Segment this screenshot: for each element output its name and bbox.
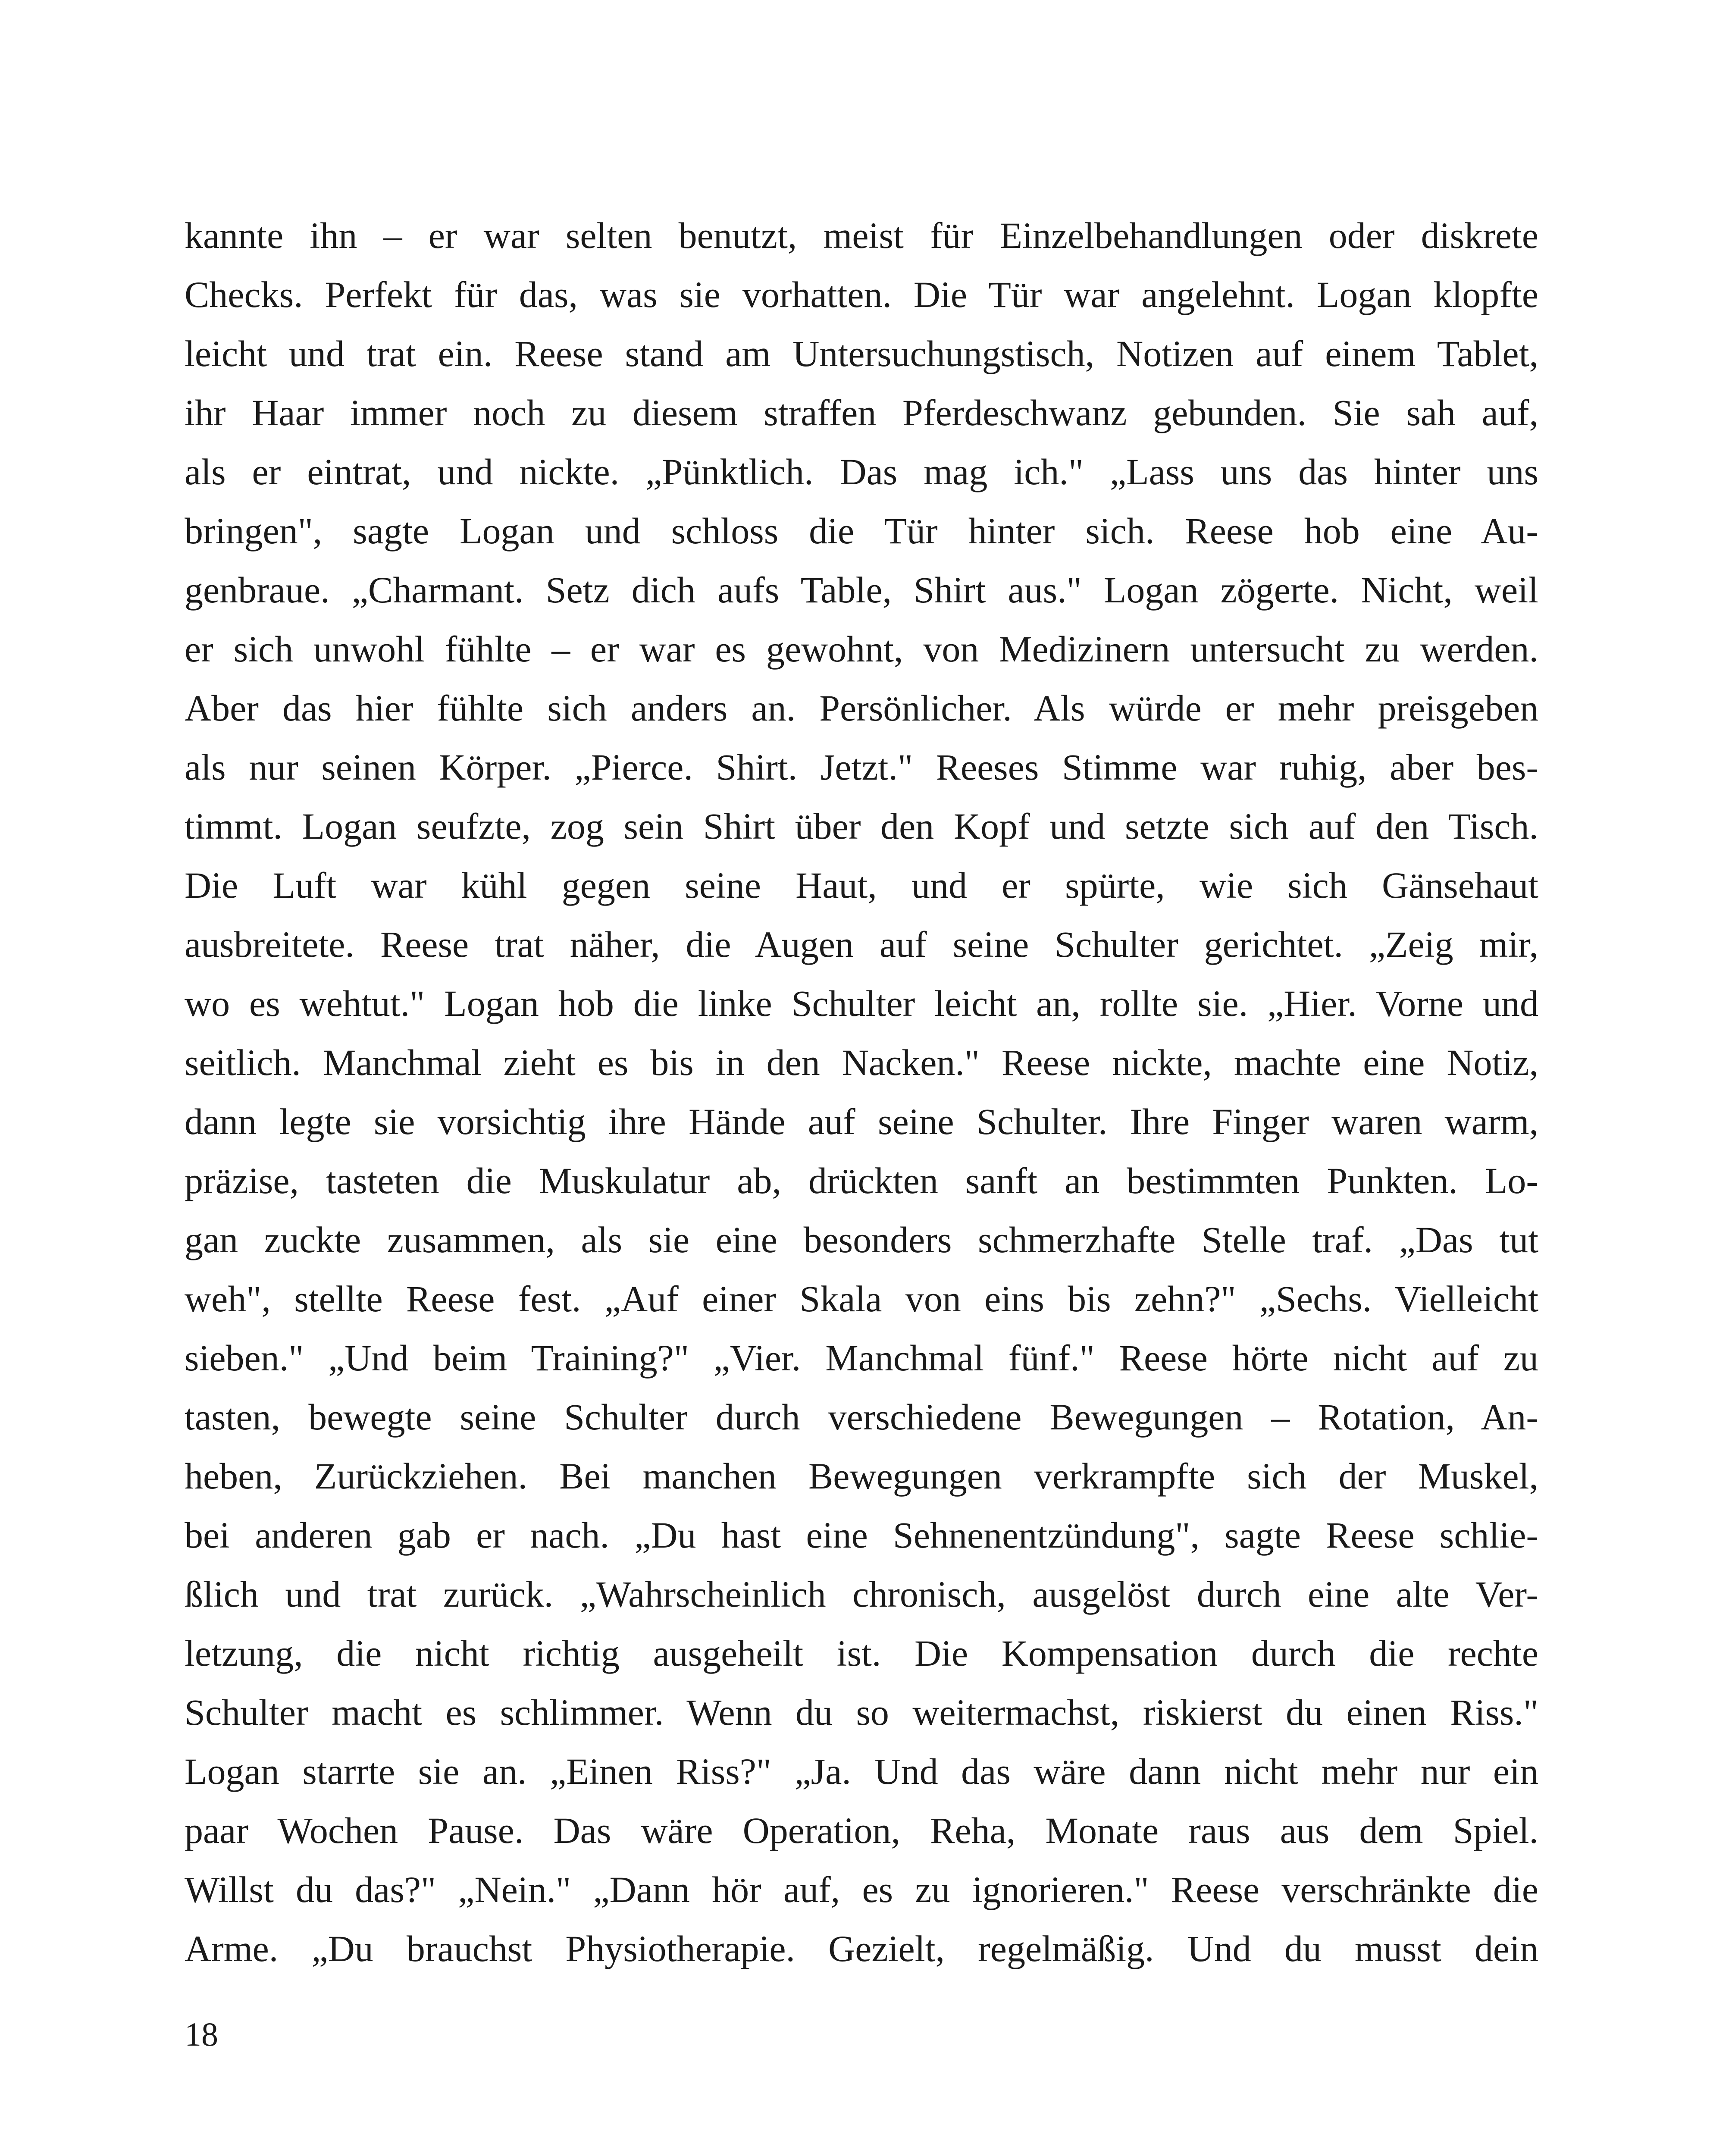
text-line: genbraue. „Charmant. Setz dich aufs Table, Shirt aus." Logan zögerte. Nicht, weil <box>185 569 1538 611</box>
text-line: bei anderen gab er nach. „Du hast eine Sehnenentzündung", sagte Reese schlie- <box>185 1514 1538 1556</box>
text-line: leicht und trat ein. Reese stand am Untersuchungstisch, Notizen auf einem Tablet, <box>185 333 1538 374</box>
text-line: heben, Zurückziehen. Bei manchen Bewegungen verkrampfte sich der Muskel, <box>185 1455 1538 1497</box>
text-line: als nur seinen Körper. „Pierce. Shirt. Jetzt." Reeses Stimme war ruhig, aber bes- <box>185 746 1538 788</box>
text-line: Willst du das?" „Nein." „Dann hör auf, es zu ignorieren." Reese verschränkte die <box>185 1869 1538 1910</box>
text-line: letzung, die nicht richtig ausgeheilt ist. Die Kompensation durch die rechte <box>185 1633 1538 1674</box>
page-number: 18 <box>185 2015 218 2053</box>
text-line: timmt. Logan seufzte, zog sein Shirt über den Kopf und setzte sich auf den Tisch. <box>185 805 1538 847</box>
text-line: kannte ihn – er war selten benutzt, meist für Einzelbehandlungen oder diskrete <box>185 215 1538 256</box>
text-line: präzise, tasteten die Muskulatur ab, drückten sanft an bestimmten Punkten. Lo- <box>185 1160 1538 1201</box>
text-line: ihr Haar immer noch zu diesem straffen Pferdeschwanz gebunden. Sie sah auf, <box>185 392 1538 433</box>
body-text <box>185 206 1538 1978</box>
text-line: er sich unwohl fühlte – er war es gewohnt, von Medizinern untersucht zu werden. <box>185 628 1538 670</box>
text-line: ßlich und trat zurück. „Wahrscheinlich chronisch, ausgelöst durch eine alte Ver- <box>185 1573 1538 1615</box>
text-line: paar Wochen Pause. Das wäre Operation, Reha, Monate raus aus dem Spiel. <box>185 1810 1538 1851</box>
text-line: tasten, bewegte seine Schulter durch verschiedene Bewegungen – Rotation, An- <box>185 1396 1538 1438</box>
text-line: wo es wehtut." Logan hob die linke Schulter leicht an, rollte sie. „Hier. Vorne und <box>185 983 1538 1024</box>
text-line: Arme. „Du brauchst Physiotherapie. Gezielt, regelmäßig. Und du musst dein <box>185 1928 1538 1969</box>
text-line: bringen", sagte Logan und schloss die Tür hinter sich. Reese hob eine Au- <box>185 510 1538 552</box>
text-line: Schulter macht es schlimmer. Wenn du so weitermachst, riskierst du einen Riss." <box>185 1692 1538 1733</box>
text-line: ausbreitete. Reese trat näher, die Augen auf seine Schulter gerichtet. „Zeig mir, <box>185 924 1538 965</box>
text-line: dann legte sie vorsichtig ihre Hände auf seine Schulter. Ihre Finger waren warm, <box>185 1101 1538 1142</box>
text-line: Die Luft war kühl gegen seine Haut, und er spürte, wie sich Gänsehaut <box>185 865 1538 906</box>
text-line: sieben." „Und beim Training?" „Vier. Manchmal fünf." Reese hörte nicht auf zu <box>185 1337 1538 1379</box>
text-line: Checks. Perfekt für das, was sie vorhatten. Die Tür war angelehnt. Logan klopfte <box>185 274 1538 315</box>
text-line: weh", stellte Reese fest. „Auf einer Skala von eins bis zehn?" „Sechs. Vielleicht <box>185 1278 1538 1319</box>
text-line: Aber das hier fühlte sich anders an. Persönlicher. Als würde er mehr preisgeben <box>185 687 1538 729</box>
text-line: Logan starrte sie an. „Einen Riss?" „Ja. Und das wäre dann nicht mehr nur ein <box>185 1751 1538 1792</box>
text-line: gan zuckte zusammen, als sie eine besonders schmerzhafte Stelle traf. „Das tut <box>185 1219 1538 1260</box>
text-line: als er eintrat, und nickte. „Pünktlich. Das mag ich." „Lass uns das hinter uns <box>185 451 1538 492</box>
text-line: seitlich. Manchmal zieht es bis in den Nacken." Reese nickte, machte eine Notiz, <box>185 1042 1538 1083</box>
